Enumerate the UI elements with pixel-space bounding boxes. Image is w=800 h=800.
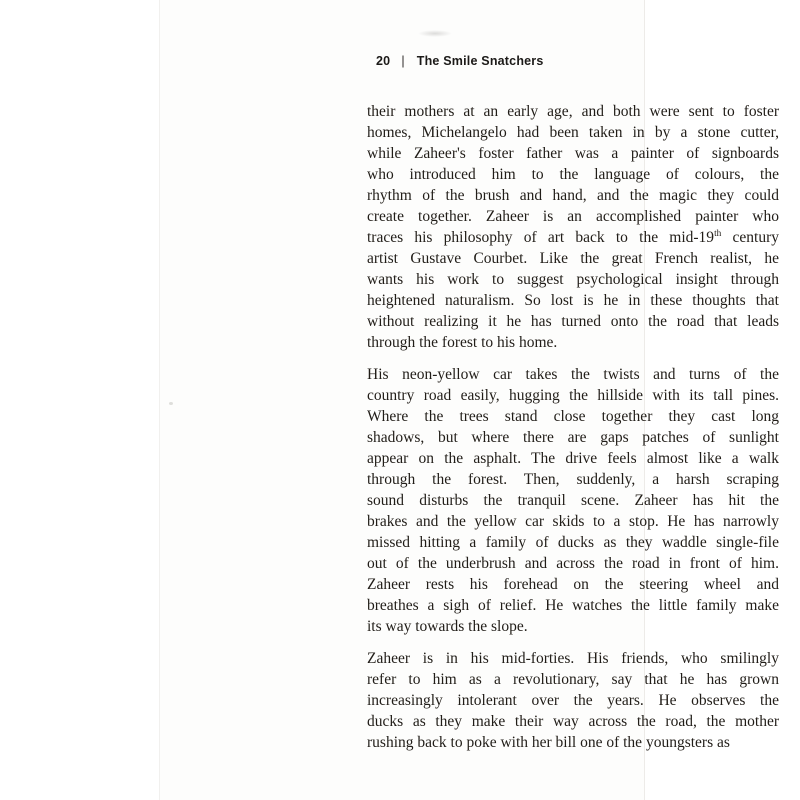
text-segment: traces his philosophy of art back to the mid-19 <box>367 229 715 246</box>
text-line: His neon-yellow car takes the twists and turns of the <box>367 366 779 383</box>
header-separator: | <box>401 54 405 68</box>
text-line: through the forest to his home. <box>367 334 558 351</box>
text-segment: century <box>721 229 779 246</box>
paragraph <box>367 364 779 637</box>
text-line: rushing back to poke with her bill one of the youngsters as <box>367 734 730 751</box>
paragraph <box>367 648 779 753</box>
text-line: Zaheer is in his mid-forties. His friends, who smilingly <box>367 650 779 667</box>
text-line: while Zaheer's foster father was a painter of signboards <box>367 145 779 162</box>
text-line: Zaheer rests his forehead on the steering wheel and <box>367 576 779 593</box>
text-line: Where the trees stand close together they cast long <box>367 408 779 425</box>
superscript-text: th <box>714 228 722 239</box>
text-line: homes, Michelangelo had been taken in by a stone cutter, <box>367 124 779 141</box>
text-line: through the forest. Then, suddenly, a harsh scraping <box>367 471 779 488</box>
text-line: ducks as they make their way across the road, the mother <box>367 713 779 730</box>
text-line: breathes a sigh of relief. He watches the little family make <box>367 597 779 614</box>
book-page <box>159 0 779 800</box>
text-line: brakes and the yellow car skids to a stop. He has narrowly <box>367 513 779 530</box>
text-line: shadows, but where there are gaps patches of sunlight <box>367 429 779 446</box>
book-title: The Smile Snatchers <box>416 54 544 68</box>
text-line: appear on the asphalt. The drive feels almost like a walk <box>367 450 779 467</box>
text-line: rhythm of the brush and hand, and the magic they could <box>367 187 779 204</box>
text-line: increasingly intolerant over the years. He observes the <box>367 692 779 709</box>
text-line: sound disturbs the tranquil scene. Zaheer has hit the <box>367 492 779 509</box>
text-line: country road easily, hugging the hillside with its tall pines. <box>367 387 779 404</box>
text-line: refer to him as a revolutionary, say that he has grown <box>367 671 779 688</box>
text-line: without realizing it he has turned onto the road that leads <box>367 313 779 330</box>
text-line <box>367 227 779 248</box>
text-block <box>367 101 779 753</box>
text-line: its way towards the slope. <box>367 618 528 635</box>
page-number: 20 <box>376 54 391 68</box>
text-line: their mothers at an early age, and both were sent to foster <box>367 103 779 120</box>
scan-artifact-smudge <box>418 30 452 37</box>
text-line: who introduced him to the language of colours, the <box>367 166 779 183</box>
text-line: heightened naturalism. So lost is he in these thoughts that <box>367 292 779 309</box>
text-line: create together. Zaheer is an accomplished painter who <box>367 208 779 225</box>
running-header <box>376 54 544 68</box>
text-line: artist Gustave Courbet. Like the great French realist, he <box>367 250 779 267</box>
paragraph <box>367 101 779 353</box>
text-line: wants his work to suggest psychological insight through <box>367 271 779 288</box>
text-line: out of the underbrush and across the road in front of him. <box>367 555 779 572</box>
text-line: missed hitting a family of ducks as they waddle single-file <box>367 534 779 551</box>
